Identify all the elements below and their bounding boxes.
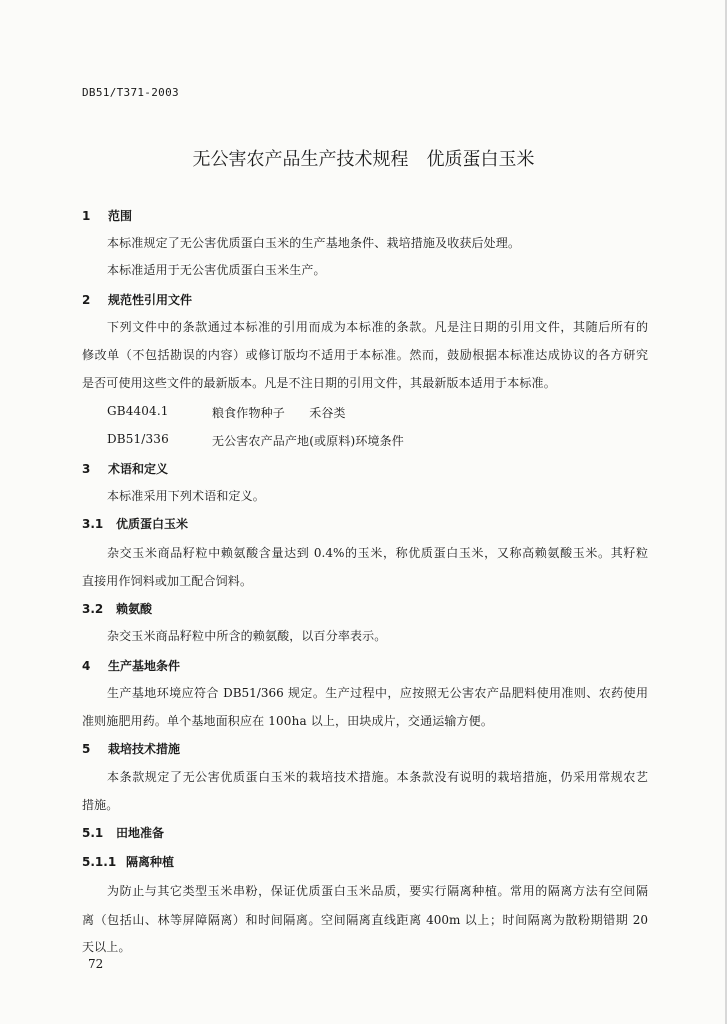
section-4-heading xyxy=(82,657,180,674)
section-5-1-1-line-3: 天以上。 xyxy=(82,940,131,954)
section-number: 3.2 xyxy=(82,602,104,616)
section-3-paragraph: 本标准采用下列术语和定义。 xyxy=(107,489,265,503)
reference-name: 无公害农产品产地(或原料)环境条件 xyxy=(212,434,404,448)
section-5-1-heading xyxy=(82,824,164,841)
page-number: 72 xyxy=(88,957,104,971)
reference-code: DB51/336 xyxy=(107,432,169,446)
section-5-heading xyxy=(82,740,180,757)
section-3-1-line-2: 直接用作饲料或加工配合饲料。 xyxy=(82,574,253,588)
document-code: DB51/T371-2003 xyxy=(82,86,179,99)
section-4-line-1: 生产基地环境应符合 DB51/366 规定。生产过程中，应按照无公害农产品肥料使用准则、农药使用 xyxy=(107,686,648,700)
section-number: 5 xyxy=(82,742,91,756)
reference-code: GB4404.1 xyxy=(107,404,169,418)
section-number: 1 xyxy=(82,209,91,223)
section-title: 田地准备 xyxy=(116,826,165,840)
section-5-line-2: 措施。 xyxy=(82,798,119,812)
section-1-paragraph-2: 本标准适用于无公害优质蛋白玉米生产。 xyxy=(107,263,326,277)
section-3-1-line-1: 杂交玉米商品籽粒中赖氨酸含量达到 0.4%的玉米，称优质蛋白玉米，又称高赖氨酸玉米。其籽粒 xyxy=(107,546,648,560)
section-2-line-1: 下列文件中的条款通过本标准的引用而成为本标准的条款。凡是注日期的引用文件，其随后所有的 xyxy=(107,320,648,334)
section-3-heading xyxy=(82,460,168,477)
section-number: 2 xyxy=(82,293,91,307)
section-number: 5.1 xyxy=(82,826,104,840)
section-4-line-2: 准则施肥用药。单个基地面积应在 100ha 以上，田块成片，交通运输方便。 xyxy=(82,714,493,728)
section-number: 5.1.1 xyxy=(82,855,117,869)
page-title: 无公害农产品生产技术规程 优质蛋白玉米 xyxy=(192,149,535,170)
reference-name: 粮食作物种子 禾谷类 xyxy=(212,406,346,420)
section-title: 赖氨酸 xyxy=(116,602,153,616)
section-number: 3.1 xyxy=(82,517,104,531)
section-3-2-paragraph: 杂交玉米商品籽粒中所含的赖氨酸，以百分率表示。 xyxy=(107,629,387,643)
section-2-line-3: 是否可使用这些文件的最新版本。凡是不注日期的引用文件，其最新版本适用于本标准。 xyxy=(82,376,556,390)
section-5-1-1-line-2: 离（包括山、林等屏障隔离）和时间隔离。空间隔离直线距离 400m 以上；时间隔离为散粉期错期 20 xyxy=(82,913,648,927)
section-5-1-1-heading xyxy=(82,853,174,870)
section-title: 范围 xyxy=(108,209,133,223)
section-title: 术语和定义 xyxy=(108,462,169,476)
section-5-1-1-line-1: 为防止与其它类型玉米串粉，保证优质蛋白玉米品质，要实行隔离种植。常用的隔离方法有空间隔 xyxy=(107,884,648,898)
section-number: 3 xyxy=(82,462,91,476)
section-2-line-2: 修改单（不包括勘误的内容）或修订版均不适用于本标准。然而，鼓励根据本标准达成协议的各方研究 xyxy=(82,348,648,362)
section-3-2-heading xyxy=(82,600,152,617)
section-title: 隔离种植 xyxy=(126,855,175,869)
section-number: 4 xyxy=(82,659,91,673)
section-title: 栽培技术措施 xyxy=(108,742,181,756)
section-5-line-1: 本条款规定了无公害优质蛋白玉米的栽培技术措施。本条款没有说明的栽培措施，仍采用常规农艺 xyxy=(107,770,648,784)
section-title: 生产基地条件 xyxy=(108,659,181,673)
section-title: 规范性引用文件 xyxy=(108,293,193,307)
section-1-heading xyxy=(82,207,132,224)
section-2-heading xyxy=(82,291,192,308)
section-3-1-heading xyxy=(82,515,188,532)
section-1-paragraph-1: 本标准规定了无公害优质蛋白玉米的生产基地条件、栽培措施及收获后处理。 xyxy=(107,236,521,250)
section-title: 优质蛋白玉米 xyxy=(116,517,189,531)
